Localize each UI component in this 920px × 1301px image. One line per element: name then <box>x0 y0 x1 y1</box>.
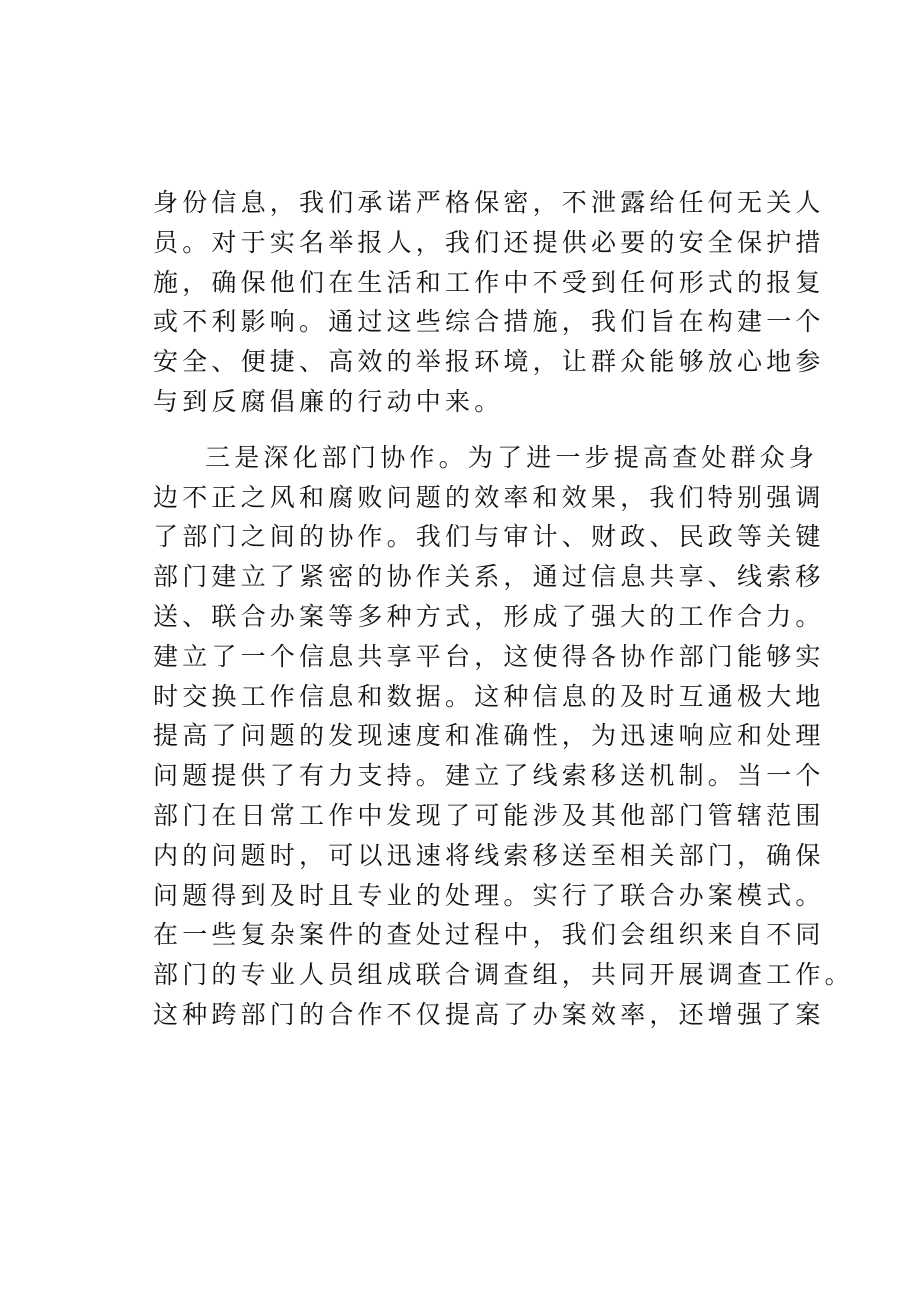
paragraph-line: 问题得到及时且专业的处理。实行了联合办案模式。 <box>153 880 825 910</box>
paragraph-line: 内的问题时，可以迅速将线索移送至相关部门，确保 <box>153 840 825 870</box>
paragraph-line: 部门的专业人员组成联合调查组，共同开展调查工作。 <box>153 960 854 990</box>
paragraph-line: 时交换工作信息和数据。这种信息的及时互通极大地 <box>153 681 825 711</box>
paragraph-line: 提高了问题的发现速度和准确性，为迅速响应和处理 <box>153 721 825 751</box>
paragraph-line: 送、联合办案等多种方式，形成了强大的工作合力。 <box>153 601 825 631</box>
paragraph-line: 员。对于实名举报人，我们还提供必要的安全保护措 <box>153 227 825 257</box>
paragraph-line: 与到反腐倡廉的行动中来。 <box>153 386 504 416</box>
paragraph-line: 边不正之风和腐败问题的效率和效果，我们特别强调 <box>153 482 825 512</box>
body-text <box>153 183 854 1035</box>
paragraph-line: 施，确保他们在生活和工作中不受到任何形式的报复 <box>153 267 825 297</box>
paragraph-line: 或不利影响。通过这些综合措施，我们旨在构建一个 <box>153 307 825 337</box>
paragraph-line: 身份信息，我们承诺严格保密，不泄露给任何无关人 <box>153 188 825 217</box>
paragraph-line: 三是深化部门协作。为了进一步提高查处群众身 <box>205 442 819 472</box>
paragraph-line: 安全、便捷、高效的举报环境，让群众能够放心地参 <box>153 347 825 377</box>
paragraph-line: 在一些复杂案件的查处过程中，我们会组织来自不同 <box>153 920 825 950</box>
paragraph-line: 部门建立了紧密的协作关系，通过信息共享、线索移 <box>153 562 825 592</box>
paragraph-line: 建立了一个信息共享平台，这使得各协作部门能够实 <box>153 641 825 671</box>
paragraph-line: 问题提供了有力支持。建立了线索移送机制。当一个 <box>153 761 825 791</box>
paragraph-line: 这种跨部门的合作不仅提高了办案效率，还增强了案 <box>153 999 825 1029</box>
paragraph-line: 部门在日常工作中发现了可能涉及其他部门管辖范围 <box>153 800 825 830</box>
paragraph-line: 了部门之间的协作。我们与审计、财政、民政等关键 <box>153 522 825 552</box>
